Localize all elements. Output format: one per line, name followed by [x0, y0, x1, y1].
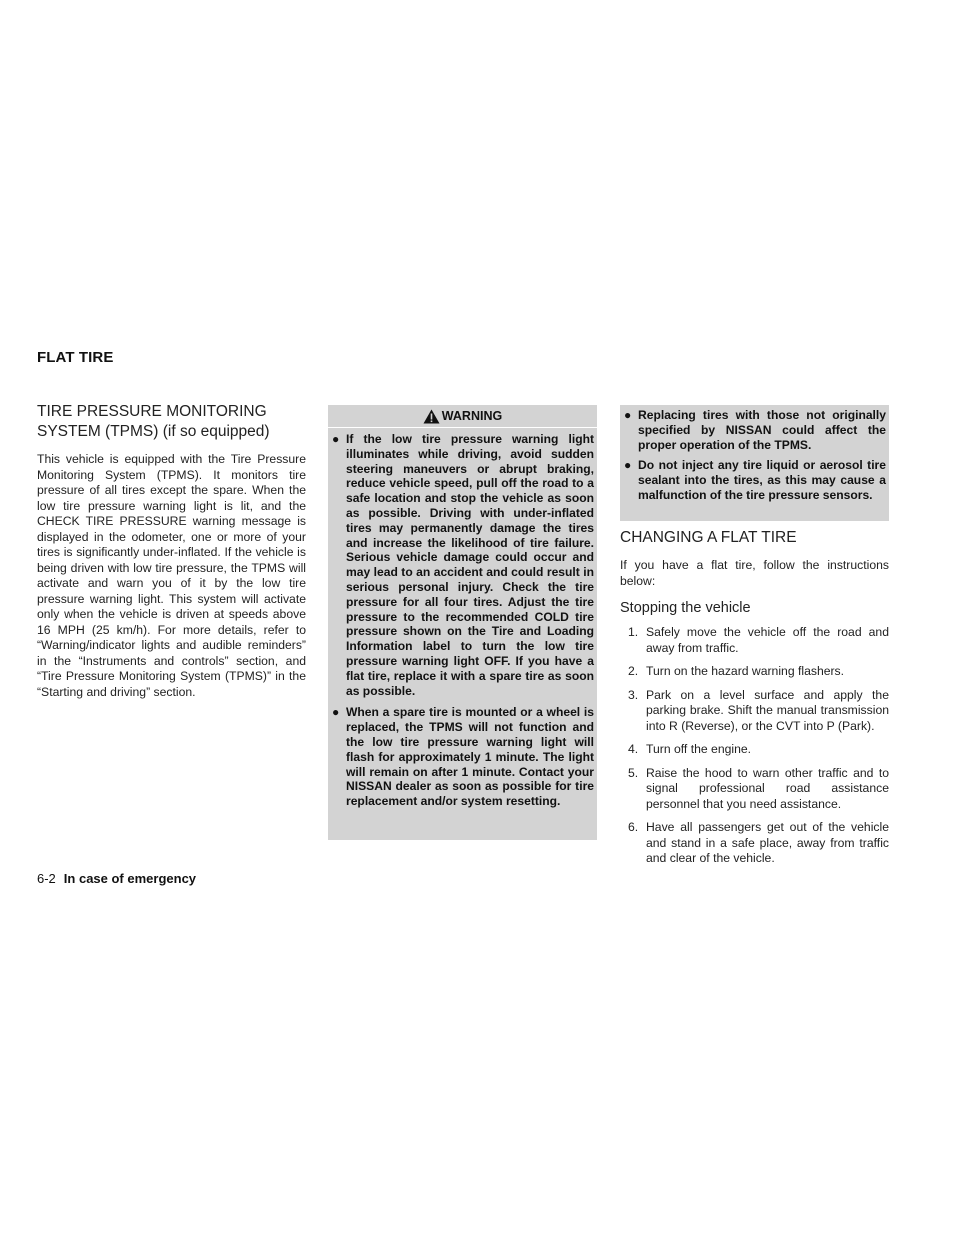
changing-column — [620, 528, 889, 875]
bullet-icon: ● — [332, 432, 340, 446]
warning-item-text: If the low tire pressure warning light illuminates while driving, avoid sudden steering maneuvers or abrupt braking, reduce vehicle speed, pull off the road to a safe location and stop the vehicle as soon as possible. Driving with under-inflated tires may permanently damage the tires and increase the likelihood of tire failure. Serious vehicle damage could occur and may lead to an accident and could result in serious personal injury. Check the tire pressure for all four tires. Adjust the tire pressure to the recommended COLD tire pressure shown on the Tire and Loading Information label to turn the low tire pressure warning light OFF. If you have a flat tire, replace it with a spare tire as soon as possible. — [346, 432, 594, 698]
tpms-heading — [37, 402, 306, 442]
step-number: 1. — [628, 625, 639, 639]
warning-item — [620, 458, 886, 502]
tpms-column — [37, 402, 306, 700]
step-number: 2. — [628, 664, 639, 678]
step-item — [620, 625, 889, 656]
step-number: 5. — [628, 765, 639, 780]
steps-list — [620, 625, 889, 867]
footer-section-title: In case of emergency — [63, 871, 197, 886]
tpms-heading-line2: SYSTEM (TPMS) (if so equipped) — [37, 423, 270, 440]
warning-item — [620, 408, 886, 452]
step-item — [620, 820, 889, 867]
warning-header — [328, 405, 597, 428]
step-text: Raise the hood to warn other traffic and to signal professional road assistance personnel that you need assistance. — [646, 765, 889, 811]
step-text: Turn on the hazard warning flashers. — [646, 664, 845, 678]
step-item — [620, 742, 889, 758]
warning-label: WARNING — [441, 409, 503, 423]
step-number: 6. — [628, 820, 639, 834]
bullet-icon: ● — [624, 458, 632, 473]
page-footer — [37, 871, 196, 886]
bullet-icon: ● — [332, 705, 340, 720]
step-text: Turn off the engine. — [646, 742, 752, 756]
stopping-subheading: Stopping the vehicle — [620, 600, 751, 616]
step-text: Safely move the vehicle off the road and away from traffic. — [646, 625, 889, 655]
warning-item — [328, 432, 594, 698]
warning-triangle-icon — [423, 409, 440, 424]
page-number: 6-2 — [37, 871, 56, 886]
step-text: Park on a level surface and apply the parking brake. Shift the manual transmission into R (Reverse), or the CVT into P (Park). — [646, 687, 889, 733]
warning-item — [328, 705, 594, 809]
changing-heading: CHANGING A FLAT TIRE — [620, 529, 797, 546]
changing-intro: If you have a flat tire, follow the instructions below: — [620, 558, 889, 588]
warning-list — [328, 428, 597, 809]
step-item — [620, 688, 889, 735]
bullet-icon: ● — [624, 408, 632, 422]
tpms-heading-line1: TIRE PRESSURE MONITORING — [37, 403, 267, 420]
warning-list-continued — [620, 405, 889, 503]
step-number: 4. — [628, 742, 639, 756]
warning-item-text: When a spare tire is mounted or a wheel is replaced, the TPMS will not function and the low tire pressure warning light will flash for approximately 1 minute. The light will remain on after 1 minute. Contact your NISSAN dealer as soon as possible for tire replacement and/or system resetting. — [346, 705, 594, 809]
section-title: FLAT TIRE — [37, 349, 114, 366]
warning-box-continued — [620, 405, 889, 521]
warning-box — [328, 405, 597, 840]
warning-item-text: Do not inject any tire liquid or aerosol tire sealant into the tires, as this may cause a malfunction of the tire pressure sensors. — [638, 458, 886, 502]
step-text: Have all passengers get out of the vehicle and stand in a safe place, away from traffic and clear of the vehicle. — [646, 820, 889, 865]
step-item — [620, 664, 889, 680]
step-item — [620, 766, 889, 813]
tpms-body: This vehicle is equipped with the Tire Pressure Monitoring System (TPMS). It monitors tire pressure of all tires except the spare. When the low tire pressure warning light is lit, and the CHECK TIRE PRESSURE warning message is displayed in the odometer, one or more of your tires is significantly under-inflated. If the vehicle is being driven with low tire pressure, the TPMS will activate and warn you of it by the low tire pressure warning light. This system will activate only when the vehicle is driven at speeds above 16 MPH (25 km/h). For more details, refer to “Warning/indicator lights and audible reminders” in the “Instruments and controls” section, and “Tire Pressure Monitoring System (TPMS)” in the “Starting and driving” section. — [37, 452, 306, 699]
warning-item-text: Replacing tires with those not originally specified by NISSAN could affect the proper operation of the TPMS. — [638, 408, 886, 452]
step-number: 3. — [628, 687, 639, 702]
